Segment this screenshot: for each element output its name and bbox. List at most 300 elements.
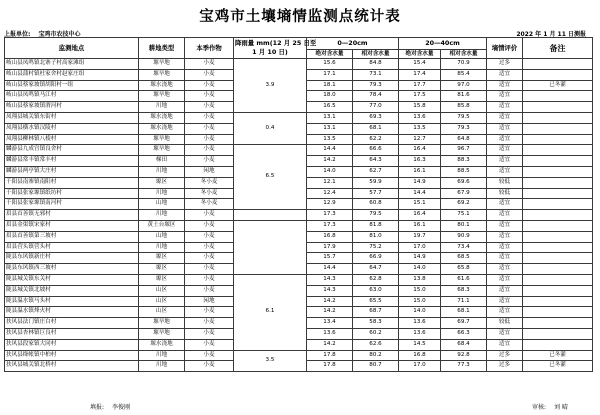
rel-moisture-0-20: 68.1 bbox=[353, 123, 399, 134]
rel-moisture-0-20: 81.8 bbox=[353, 220, 399, 231]
crop-cell: 冬小麦 bbox=[185, 188, 234, 199]
evaluation-cell: 适宜 bbox=[487, 69, 523, 80]
evaluation-cell: 过多 bbox=[487, 350, 523, 361]
abs-moisture-0-20: 14.0 bbox=[307, 166, 353, 177]
note-cell bbox=[523, 102, 593, 113]
rel-moisture-20-40: 68.4 bbox=[441, 339, 487, 350]
rel-moisture-0-20: 64.3 bbox=[353, 156, 399, 167]
note-cell bbox=[523, 220, 593, 231]
land-type-cell: 川地 bbox=[139, 361, 185, 372]
header-crop: 本季作物 bbox=[185, 38, 234, 59]
evaluation-cell: 适宜 bbox=[487, 156, 523, 167]
evaluation-cell: 较低 bbox=[487, 177, 523, 188]
header-rainfall bbox=[234, 38, 317, 59]
approver-label: 审核: bbox=[532, 404, 547, 411]
evaluation-cell: 适宜 bbox=[487, 253, 523, 264]
note-cell bbox=[523, 328, 593, 339]
land-type-cell: 塬水浇地 bbox=[139, 112, 185, 123]
header-rainfall-line2: 1 月 10 日) bbox=[252, 48, 288, 56]
rel-moisture-20-40: 97.0 bbox=[441, 80, 487, 91]
abs-moisture-20-40: 14.4 bbox=[399, 188, 441, 199]
land-type-cell: 山区 bbox=[139, 296, 185, 307]
header-note: 备注 bbox=[523, 38, 593, 59]
abs-moisture-20-40: 16.1 bbox=[399, 220, 441, 231]
abs-moisture-20-40: 17.7 bbox=[399, 80, 441, 91]
abs-moisture-0-20: 15.6 bbox=[307, 59, 353, 70]
evaluation-cell: 适宜 bbox=[487, 296, 523, 307]
abs-moisture-0-20: 16.5 bbox=[307, 102, 353, 113]
evaluation-cell: 适宜 bbox=[487, 231, 523, 242]
note-cell bbox=[523, 59, 593, 70]
location-cell: 眉县首善镇第三坡村 bbox=[5, 231, 139, 242]
header-land-type: 耕地类型 bbox=[139, 38, 185, 59]
rel-moisture-20-40: 69.6 bbox=[441, 177, 487, 188]
location-cell: 岐山县蔡家坡镇胡阳村一组 bbox=[5, 80, 139, 91]
abs-moisture-20-40: 13.8 bbox=[399, 274, 441, 285]
rel-moisture-20-40: 69.7 bbox=[441, 318, 487, 329]
location-cell: 扶风县法门镇庄白村 bbox=[5, 318, 139, 329]
rel-moisture-0-20: 57.7 bbox=[353, 188, 399, 199]
crop-cell: 小麦 bbox=[185, 91, 234, 102]
land-type-cell: 塬区 bbox=[139, 253, 185, 264]
land-type-cell: 塬旱地 bbox=[139, 328, 185, 339]
rainfall-cell: 0.4 bbox=[234, 112, 307, 144]
land-type-cell: 山区 bbox=[139, 285, 185, 296]
note-cell bbox=[523, 274, 593, 285]
land-type-cell: 川地 bbox=[139, 350, 185, 361]
evaluation-cell: 适宜 bbox=[487, 112, 523, 123]
note-cell bbox=[523, 188, 593, 199]
location-cell: 凤翔县城关镇东街村 bbox=[5, 112, 139, 123]
crop-cell: 小麦 bbox=[185, 253, 234, 264]
crop-cell: 小麦 bbox=[185, 318, 234, 329]
land-type-cell: 山地 bbox=[139, 231, 185, 242]
location-cell: 眉县首善镇无邪村 bbox=[5, 210, 139, 221]
header-depth-0-20: 0—20cm bbox=[307, 38, 399, 50]
crop-cell: 小麦 bbox=[185, 134, 234, 145]
location-cell: 麟游县两亭镇大庄村 bbox=[5, 166, 139, 177]
abs-moisture-0-20: 13.5 bbox=[307, 134, 353, 145]
rel-moisture-20-40: 66.3 bbox=[441, 328, 487, 339]
abs-moisture-0-20: 13.4 bbox=[307, 318, 353, 329]
rel-moisture-0-20: 62.6 bbox=[353, 339, 399, 350]
rel-moisture-0-20: 66.9 bbox=[353, 253, 399, 264]
location-cell: 千阳县张家塬镇纸坊村 bbox=[5, 188, 139, 199]
land-type-cell: 梯田 bbox=[139, 156, 185, 167]
abs-moisture-0-20: 17.3 bbox=[307, 210, 353, 221]
crop-cell: 冬小麦 bbox=[185, 177, 234, 188]
reviewer-name: 李俊刚 bbox=[111, 404, 130, 411]
rainfall-cell: 3.9 bbox=[234, 59, 307, 113]
location-cell: 凤翔县横水镇汉陵村 bbox=[5, 123, 139, 134]
abs-moisture-20-40: 19.7 bbox=[399, 231, 441, 242]
rel-moisture-0-20: 60.8 bbox=[353, 199, 399, 210]
crop-cell: 小麦 bbox=[185, 231, 234, 242]
moisture-table bbox=[4, 37, 593, 372]
rel-moisture-0-20: 68.7 bbox=[353, 307, 399, 318]
table-row bbox=[5, 145, 593, 156]
table-row bbox=[5, 350, 593, 361]
rainfall-cell: 6.5 bbox=[234, 145, 307, 210]
crop-cell: 小麦 bbox=[185, 274, 234, 285]
abs-moisture-0-20: 14.2 bbox=[307, 339, 353, 350]
abs-moisture-0-20: 12.9 bbox=[307, 199, 353, 210]
location-cell: 陇县东风镇新庄村 bbox=[5, 253, 139, 264]
evaluation-cell: 适宜 bbox=[487, 328, 523, 339]
evaluation-cell: 较低 bbox=[487, 318, 523, 329]
abs-moisture-20-40: 13.6 bbox=[399, 318, 441, 329]
abs-moisture-0-20: 15.7 bbox=[307, 253, 353, 264]
rel-moisture-0-20: 66.6 bbox=[353, 145, 399, 156]
rel-moisture-0-20: 79.3 bbox=[353, 80, 399, 91]
abs-moisture-0-20: 12.1 bbox=[307, 177, 353, 188]
rel-moisture-20-40: 67.9 bbox=[441, 188, 487, 199]
note-cell bbox=[523, 69, 593, 80]
rel-moisture-20-40: 68.1 bbox=[441, 307, 487, 318]
crop-cell: 小麦 bbox=[185, 328, 234, 339]
report-unit-label: 上报单位: bbox=[4, 31, 31, 38]
note-cell: 已冬灌 bbox=[523, 350, 593, 361]
abs-moisture-20-40: 13.6 bbox=[399, 328, 441, 339]
note-cell bbox=[523, 296, 593, 307]
footer-reviewer bbox=[90, 402, 136, 411]
location-cell: 千阳县南寨镇南阳村 bbox=[5, 177, 139, 188]
location-cell: 岐山县蒲村镇杜家舍村赵家庄组 bbox=[5, 69, 139, 80]
evaluation-cell: 适宜 bbox=[487, 102, 523, 113]
evaluation-cell: 适宜 bbox=[487, 220, 523, 231]
header-rainfall-line1: 降雨量 mm(12 月 25 日至 bbox=[235, 39, 317, 47]
crop-cell: 小麦 bbox=[185, 112, 234, 123]
note-cell bbox=[523, 112, 593, 123]
note-cell bbox=[523, 307, 593, 318]
rel-moisture-20-40: 68.3 bbox=[441, 285, 487, 296]
abs-moisture-0-20: 17.9 bbox=[307, 242, 353, 253]
rel-moisture-0-20: 63.0 bbox=[353, 285, 399, 296]
note-cell bbox=[523, 177, 593, 188]
rel-moisture-0-20: 80.2 bbox=[353, 350, 399, 361]
rel-moisture-20-40: 68.5 bbox=[441, 253, 487, 264]
rel-moisture-0-20: 75.2 bbox=[353, 242, 399, 253]
abs-moisture-20-40: 15.1 bbox=[399, 199, 441, 210]
abs-moisture-0-20: 12.4 bbox=[307, 188, 353, 199]
abs-moisture-20-40: 16.1 bbox=[399, 166, 441, 177]
abs-moisture-0-20: 18.1 bbox=[307, 80, 353, 91]
location-cell: 陇县城关镇北坡村 bbox=[5, 285, 139, 296]
location-cell: 麟游县九成宫镇良舍村 bbox=[5, 145, 139, 156]
crop-cell: 小麦 bbox=[185, 242, 234, 253]
rel-moisture-0-20: 69.3 bbox=[353, 112, 399, 123]
evaluation-cell: 适宜 bbox=[487, 210, 523, 221]
location-cell: 陇县东风镇西三坡村 bbox=[5, 264, 139, 275]
land-type-cell: 山区 bbox=[139, 307, 185, 318]
abs-moisture-20-40: 13.6 bbox=[399, 112, 441, 123]
abs-moisture-20-40: 14.0 bbox=[399, 307, 441, 318]
land-type-cell: 塬区 bbox=[139, 264, 185, 275]
crop-cell: 小麦 bbox=[185, 69, 234, 80]
location-cell: 麟游县常丰镇常丰村 bbox=[5, 156, 139, 167]
header-depth-20-40: 20—40cm bbox=[399, 38, 487, 50]
rainfall-cell: 6.1 bbox=[234, 274, 307, 350]
note-cell bbox=[523, 210, 593, 221]
rel-moisture-20-40: 81.6 bbox=[441, 91, 487, 102]
evaluation-cell: 适宜 bbox=[487, 166, 523, 177]
land-type-cell: 塬区 bbox=[139, 274, 185, 285]
note-cell bbox=[523, 145, 593, 156]
note-cell bbox=[523, 134, 593, 145]
page-title: 宝鸡市土壤墒情监测点统计表 bbox=[199, 9, 401, 25]
rel-moisture-0-20: 73.1 bbox=[353, 69, 399, 80]
land-type-cell: 塬旱地 bbox=[139, 69, 185, 80]
evaluation-cell: 适宜 bbox=[487, 134, 523, 145]
abs-moisture-20-40: 17.0 bbox=[399, 242, 441, 253]
rel-moisture-20-40: 88.3 bbox=[441, 156, 487, 167]
rel-moisture-0-20: 59.9 bbox=[353, 177, 399, 188]
land-type-cell: 川地 bbox=[139, 188, 185, 199]
evaluation-cell: 适宜 bbox=[487, 339, 523, 350]
abs-moisture-0-20: 14.4 bbox=[307, 145, 353, 156]
header-location: 监测地点 bbox=[5, 38, 139, 59]
note-cell bbox=[523, 166, 593, 177]
land-type-cell: 黄土台塬区 bbox=[139, 220, 185, 231]
land-type-cell: 塬旱地 bbox=[139, 145, 185, 156]
rel-moisture-0-20: 65.5 bbox=[353, 296, 399, 307]
abs-moisture-0-20: 17.8 bbox=[307, 350, 353, 361]
location-cell: 扶风县段家镇大同村 bbox=[5, 339, 139, 350]
table-row bbox=[5, 210, 593, 221]
abs-moisture-20-40: 12.7 bbox=[399, 134, 441, 145]
location-cell: 眉县营头镇营头村 bbox=[5, 242, 139, 253]
rel-moisture-20-40: 73.4 bbox=[441, 242, 487, 253]
crop-cell: 小麦 bbox=[185, 350, 234, 361]
evaluation-cell: 适宜 bbox=[487, 145, 523, 156]
abs-moisture-0-20: 17.8 bbox=[307, 361, 353, 372]
rel-moisture-0-20: 64.7 bbox=[353, 264, 399, 275]
location-cell: 陇县城关镇东关村 bbox=[5, 274, 139, 285]
evaluation-cell: 适宜 bbox=[487, 274, 523, 285]
approver-name: 刘 晴 bbox=[553, 404, 568, 411]
note-cell bbox=[523, 242, 593, 253]
land-type-cell: 川地 bbox=[139, 242, 185, 253]
crop-cell: 小麦 bbox=[185, 80, 234, 91]
evaluation-cell: 较低 bbox=[487, 188, 523, 199]
table-row bbox=[5, 220, 593, 231]
rel-moisture-20-40: 90.9 bbox=[441, 231, 487, 242]
evaluation-cell: 适宜 bbox=[487, 91, 523, 102]
rel-moisture-20-40: 75.1 bbox=[441, 210, 487, 221]
rel-moisture-0-20: 81.0 bbox=[353, 231, 399, 242]
land-type-cell: 塬水浇地 bbox=[139, 123, 185, 134]
report-date: 2022 年 1 月 11 日测报 bbox=[516, 31, 586, 38]
abs-moisture-20-40: 14.5 bbox=[399, 339, 441, 350]
abs-moisture-20-40: 15.4 bbox=[399, 59, 441, 70]
rel-moisture-20-40: 88.5 bbox=[441, 166, 487, 177]
land-type-cell: 塬旱地 bbox=[139, 318, 185, 329]
header-rel-1: 相对含水量 bbox=[353, 50, 399, 59]
location-cell: 陇县温水镇马头村 bbox=[5, 296, 139, 307]
land-type-cell: 塬旱地 bbox=[139, 134, 185, 145]
evaluation-cell: 适宜 bbox=[487, 242, 523, 253]
rel-moisture-20-40: 64.8 bbox=[441, 134, 487, 145]
abs-moisture-0-20: 13.1 bbox=[307, 123, 353, 134]
location-cell: 千阳县张家塬镇南河村 bbox=[5, 199, 139, 210]
note-cell bbox=[523, 339, 593, 350]
land-type-cell: 川地 bbox=[139, 102, 185, 113]
note-cell bbox=[523, 231, 593, 242]
rainfall-cell bbox=[234, 210, 307, 221]
header-abs-2: 绝对含水量 bbox=[399, 50, 441, 59]
rel-moisture-20-40: 92.8 bbox=[441, 350, 487, 361]
evaluation-cell: 适宜 bbox=[487, 199, 523, 210]
note-cell bbox=[523, 318, 593, 329]
abs-moisture-0-20: 14.3 bbox=[307, 274, 353, 285]
rainfall-cell bbox=[234, 220, 307, 274]
rel-moisture-20-40: 69.2 bbox=[441, 199, 487, 210]
abs-moisture-0-20: 14.4 bbox=[307, 264, 353, 275]
abs-moisture-20-40: 16.3 bbox=[399, 156, 441, 167]
location-cell: 凤翔县柳林镇八棱村 bbox=[5, 134, 139, 145]
note-cell bbox=[523, 91, 593, 102]
crop-cell: 闲地 bbox=[185, 166, 234, 177]
abs-moisture-20-40: 16.8 bbox=[399, 350, 441, 361]
evaluation-cell: 适宜 bbox=[487, 80, 523, 91]
abs-moisture-0-20: 18.0 bbox=[307, 91, 353, 102]
note-cell bbox=[523, 264, 593, 275]
rel-moisture-0-20: 77.0 bbox=[353, 102, 399, 113]
abs-moisture-20-40: 15.0 bbox=[399, 285, 441, 296]
crop-cell: 小麦 bbox=[185, 264, 234, 275]
abs-moisture-20-40: 16.4 bbox=[399, 145, 441, 156]
abs-moisture-20-40: 14.9 bbox=[399, 253, 441, 264]
abs-moisture-0-20: 14.2 bbox=[307, 307, 353, 318]
crop-cell: 小麦 bbox=[185, 285, 234, 296]
land-type-cell: 塬水浇地 bbox=[139, 339, 185, 350]
land-type-cell: 塬旱地 bbox=[139, 91, 185, 102]
crop-cell: 小麦 bbox=[185, 210, 234, 221]
table-body bbox=[5, 59, 593, 372]
rel-moisture-20-40: 85.4 bbox=[441, 69, 487, 80]
crop-cell: 小麦 bbox=[185, 59, 234, 70]
rel-moisture-20-40: 70.9 bbox=[441, 59, 487, 70]
abs-moisture-0-20: 16.8 bbox=[307, 231, 353, 242]
table-row bbox=[5, 274, 593, 285]
table-row bbox=[5, 59, 593, 70]
evaluation-cell: 适宜 bbox=[487, 307, 523, 318]
rel-moisture-0-20: 84.8 bbox=[353, 59, 399, 70]
evaluation-cell: 过多 bbox=[487, 59, 523, 70]
evaluation-cell: 适宜 bbox=[487, 123, 523, 134]
rel-moisture-0-20: 62.7 bbox=[353, 166, 399, 177]
note-cell bbox=[523, 199, 593, 210]
rel-moisture-0-20: 62.2 bbox=[353, 134, 399, 145]
crop-cell: 冬小麦 bbox=[185, 199, 234, 210]
rainfall-cell: 3.5 bbox=[234, 350, 307, 372]
report-unit-value: 宝鸡市农技中心 bbox=[38, 31, 81, 38]
rel-moisture-20-40: 79.3 bbox=[441, 123, 487, 134]
land-type-cell: 塬水浇地 bbox=[139, 80, 185, 91]
note-cell bbox=[523, 156, 593, 167]
location-cell: 扶风县绛帐镇中柏村 bbox=[5, 350, 139, 361]
crop-cell: 闲地 bbox=[185, 296, 234, 307]
crop-cell: 小麦 bbox=[185, 361, 234, 372]
note-cell: 已冬灌 bbox=[523, 80, 593, 91]
note-cell bbox=[523, 253, 593, 264]
abs-moisture-20-40: 17.5 bbox=[399, 91, 441, 102]
crop-cell: 小麦 bbox=[185, 145, 234, 156]
abs-moisture-0-20: 14.2 bbox=[307, 296, 353, 307]
rel-moisture-0-20: 62.8 bbox=[353, 274, 399, 285]
crop-cell: 小麦 bbox=[185, 123, 234, 134]
land-type-cell: 川地 bbox=[139, 166, 185, 177]
evaluation-cell: 适宜 bbox=[487, 264, 523, 275]
evaluation-cell: 过多 bbox=[487, 361, 523, 372]
rel-moisture-0-20: 80.7 bbox=[353, 361, 399, 372]
note-cell bbox=[523, 285, 593, 296]
abs-moisture-0-20: 13.6 bbox=[307, 328, 353, 339]
rel-moisture-20-40: 85.8 bbox=[441, 102, 487, 113]
location-cell: 岐山县蔡家坡镇渭河村 bbox=[5, 102, 139, 113]
land-type-cell: 川地 bbox=[139, 210, 185, 221]
crop-cell: 小麦 bbox=[185, 220, 234, 231]
land-type-cell: 山地 bbox=[139, 199, 185, 210]
location-cell: 扶风县杏林镇巨良村 bbox=[5, 328, 139, 339]
rel-moisture-0-20: 79.5 bbox=[353, 210, 399, 221]
abs-moisture-20-40: 14.0 bbox=[399, 264, 441, 275]
rel-moisture-0-20: 60.2 bbox=[353, 328, 399, 339]
rel-moisture-20-40: 80.1 bbox=[441, 220, 487, 231]
note-cell: 已冬灌 bbox=[523, 361, 593, 372]
evaluation-cell: 适宜 bbox=[487, 285, 523, 296]
rel-moisture-20-40: 65.8 bbox=[441, 264, 487, 275]
crop-cell: 小麦 bbox=[185, 307, 234, 318]
footer-approver bbox=[532, 402, 574, 411]
header-abs-1: 绝对含水量 bbox=[307, 50, 353, 59]
note-cell bbox=[523, 123, 593, 134]
crop-cell: 小麦 bbox=[185, 156, 234, 167]
location-cell: 陇县温水镇烽火村 bbox=[5, 307, 139, 318]
abs-moisture-20-40: 14.9 bbox=[399, 177, 441, 188]
crop-cell: 小麦 bbox=[185, 339, 234, 350]
rel-moisture-20-40: 96.7 bbox=[441, 145, 487, 156]
abs-moisture-0-20: 17.1 bbox=[307, 69, 353, 80]
abs-moisture-20-40: 15.8 bbox=[399, 102, 441, 113]
rel-moisture-0-20: 58.3 bbox=[353, 318, 399, 329]
abs-moisture-20-40: 16.4 bbox=[399, 210, 441, 221]
header-rel-2: 相对含水量 bbox=[441, 50, 487, 59]
location-cell: 岐山县凤鸣镇北寨子村高家滩组 bbox=[5, 59, 139, 70]
location-cell: 眉县金渠镇宋家村 bbox=[5, 220, 139, 231]
table-row bbox=[5, 112, 593, 123]
abs-moisture-20-40: 17.0 bbox=[399, 361, 441, 372]
abs-moisture-20-40: 13.5 bbox=[399, 123, 441, 134]
rel-moisture-20-40: 77.3 bbox=[441, 361, 487, 372]
land-type-cell: 塬旱地 bbox=[139, 59, 185, 70]
abs-moisture-0-20: 17.3 bbox=[307, 220, 353, 231]
abs-moisture-0-20: 13.1 bbox=[307, 112, 353, 123]
rel-moisture-20-40: 61.6 bbox=[441, 274, 487, 285]
abs-moisture-0-20: 14.2 bbox=[307, 156, 353, 167]
land-type-cell: 塬区 bbox=[139, 177, 185, 188]
abs-moisture-20-40: 15.0 bbox=[399, 296, 441, 307]
header-evaluation: 墒情评价 bbox=[487, 38, 523, 59]
abs-moisture-20-40: 17.4 bbox=[399, 69, 441, 80]
crop-cell: 小麦 bbox=[185, 102, 234, 113]
rel-moisture-0-20: 78.4 bbox=[353, 91, 399, 102]
location-cell: 扶风县城关镇北桥村 bbox=[5, 361, 139, 372]
rel-moisture-20-40: 79.5 bbox=[441, 112, 487, 123]
rel-moisture-20-40: 71.1 bbox=[441, 296, 487, 307]
reviewer-label: 填报: bbox=[90, 404, 105, 411]
abs-moisture-0-20: 14.3 bbox=[307, 285, 353, 296]
